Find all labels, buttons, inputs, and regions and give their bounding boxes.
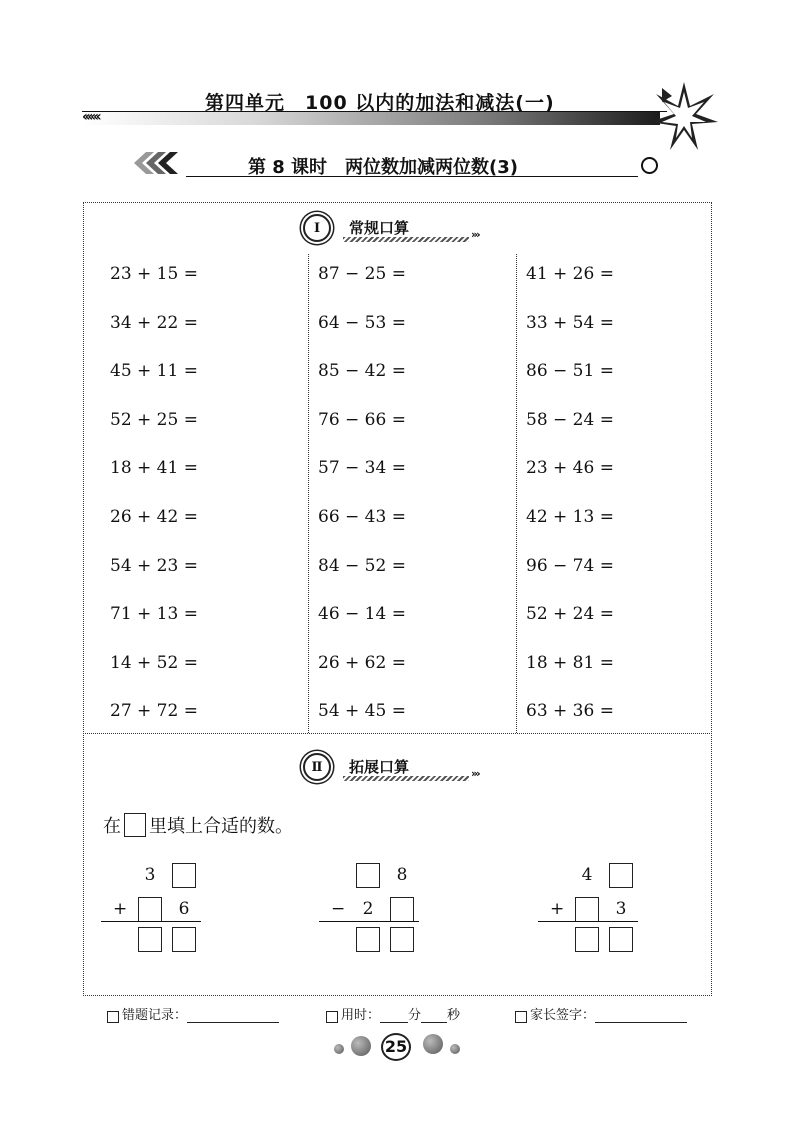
difference-line	[319, 921, 419, 922]
equation: 54 + 45 =	[318, 701, 406, 722]
checkbox[interactable]	[515, 1011, 527, 1023]
errors-label: 错题记录：	[122, 1008, 188, 1023]
bottom-digit: 6	[178, 899, 190, 919]
answer-box[interactable]	[390, 897, 414, 922]
dot-decoration-icon	[450, 1044, 460, 1054]
errors-blank[interactable]	[187, 1010, 279, 1023]
top-digit: 4	[581, 865, 593, 885]
equation: 23 + 15 =	[110, 264, 198, 284]
equation: 87 − 25 =	[318, 264, 406, 284]
unit-title: 第四单元 100 以内的加法和减法(一)	[205, 92, 555, 114]
section-1-label: 常规口算	[349, 219, 410, 237]
equation: 23 + 46 =	[526, 458, 614, 479]
equation: 34 + 22 =	[110, 312, 198, 333]
equation: 46 − 14 =	[318, 604, 406, 625]
equation: 57 − 34 =	[318, 458, 406, 479]
section-2-numeral: Ⅱ	[303, 753, 331, 781]
bottom-digit: 3	[615, 899, 627, 919]
time-record	[326, 1004, 460, 1023]
sum-line	[538, 921, 638, 922]
dot-decoration-icon	[423, 1034, 443, 1054]
equation: 18 + 41 =	[110, 458, 198, 479]
equation: 26 + 62 =	[318, 652, 406, 673]
parent-signature	[515, 1004, 687, 1023]
answer-box[interactable]	[390, 927, 414, 952]
vertical-problem-2	[319, 863, 429, 959]
equation: 64 − 53 =	[318, 312, 406, 333]
equation: 42 + 13 =	[526, 506, 614, 527]
answer-box[interactable]	[138, 897, 162, 922]
arrows-icon: ›››	[471, 228, 479, 241]
equation: 52 + 25 =	[110, 409, 198, 430]
equation: 18 + 81 =	[526, 652, 614, 673]
answer-box[interactable]	[172, 863, 196, 888]
lesson-rule	[186, 176, 638, 177]
equation: 52 + 24 =	[526, 604, 614, 625]
checkbox[interactable]	[326, 1011, 338, 1023]
errors-record	[107, 1004, 279, 1023]
checkbox[interactable]	[107, 1011, 119, 1023]
minutes-blank[interactable]	[380, 1010, 408, 1023]
equation: 54 + 23 =	[110, 555, 198, 576]
page-number: 25	[381, 1033, 411, 1061]
minutes-label: 分	[408, 1008, 422, 1023]
equation: 33 + 54 =	[526, 312, 614, 333]
equation: 45 + 11 =	[110, 361, 198, 382]
answer-box[interactable]	[575, 897, 599, 922]
dot-decoration-icon	[351, 1036, 371, 1056]
equation-column-1	[110, 264, 198, 750]
answer-box-sample	[124, 813, 146, 837]
answer-box[interactable]	[138, 927, 162, 952]
section-1-underline	[343, 237, 469, 242]
equation: 27 + 72 =	[110, 701, 198, 722]
equation: 66 − 43 =	[318, 506, 406, 527]
lesson-chevrons-icon	[130, 150, 186, 176]
bottom-digit: 2	[362, 899, 374, 919]
seconds-blank[interactable]	[421, 1010, 447, 1023]
equation: 71 + 13 =	[110, 604, 198, 625]
equation: 26 + 42 =	[110, 506, 198, 527]
operator: +	[113, 899, 128, 919]
operator: −	[331, 899, 346, 919]
equation: 84 − 52 =	[318, 555, 406, 576]
equation-column-2	[318, 264, 406, 750]
answer-box[interactable]	[609, 863, 633, 888]
top-digit: 3	[144, 865, 156, 885]
equation-column-3	[526, 264, 614, 750]
instruction	[103, 812, 293, 838]
equation: 85 − 42 =	[318, 361, 406, 382]
answer-box[interactable]	[575, 927, 599, 952]
vertical-problem-1	[101, 863, 211, 959]
equation: 86 − 51 =	[526, 361, 614, 382]
equation: 14 + 52 =	[110, 652, 198, 673]
equation: 76 − 66 =	[318, 409, 406, 430]
circle-icon	[641, 157, 658, 174]
section-2-label: 拓展口算	[349, 758, 410, 776]
seconds-label: 秒	[447, 1008, 461, 1023]
header-chevrons-icon: ‹‹‹‹‹‹	[82, 109, 99, 125]
column-divider	[516, 254, 517, 733]
instruction-suffix: 里填上合适的数。	[149, 816, 293, 837]
instruction-prefix: 在	[103, 816, 121, 837]
arrows-icon: ›››	[471, 767, 479, 780]
sum-line	[101, 921, 201, 922]
operator: +	[550, 899, 565, 919]
dot-decoration-icon	[334, 1044, 344, 1054]
top-digit: 8	[396, 865, 408, 885]
section-2-underline	[343, 776, 469, 781]
column-divider	[308, 254, 309, 733]
equation: 63 + 36 =	[526, 701, 614, 722]
answer-box[interactable]	[172, 927, 196, 952]
star-decoration-icon	[648, 80, 720, 152]
time-label: 用时：	[341, 1008, 381, 1023]
equation: 58 − 24 =	[526, 409, 614, 430]
lesson-title: 第 8 课时 两位数加减两位数(3)	[248, 157, 519, 178]
parent-label: 家长签字：	[530, 1008, 596, 1023]
answer-box[interactable]	[356, 863, 380, 888]
answer-box[interactable]	[609, 927, 633, 952]
equation: 41 + 26 =	[526, 264, 614, 284]
section-1-numeral: Ⅰ	[303, 214, 331, 242]
answer-box[interactable]	[356, 927, 380, 952]
equation: 96 − 74 =	[526, 555, 614, 576]
vertical-problem-3	[538, 863, 648, 959]
signature-blank[interactable]	[595, 1010, 687, 1023]
